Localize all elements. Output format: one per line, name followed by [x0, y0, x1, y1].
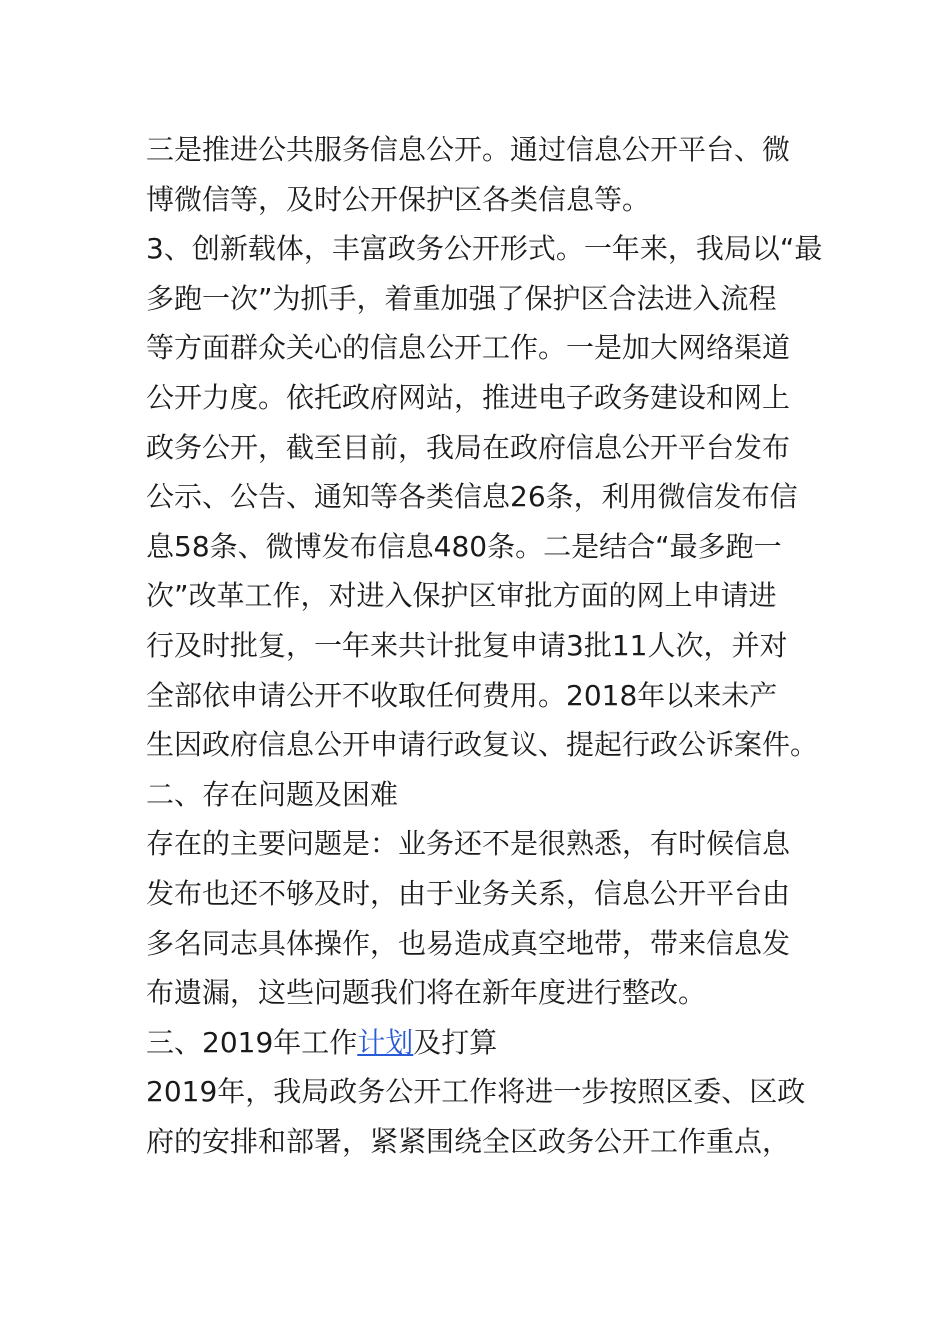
text-line: 次”改革工作，对进入保护区审批方面的网上申请进 — [146, 579, 777, 613]
text-line: 生因政府信息公开申请行政复议、提起行政公诉案件。 — [146, 728, 819, 762]
text-line: 政务公开，截至目前，我局在政府信息公开平台发布 — [146, 430, 791, 464]
text-line: 公示、公告、通知等各类信息26条，利用微信发布信 — [146, 480, 798, 514]
plan-link[interactable]: 计划 — [357, 1025, 414, 1059]
document-body — [146, 125, 823, 1166]
section-heading-plan — [146, 1018, 816, 1068]
section-heading-problems: 二、存在问题及困难 — [146, 777, 399, 811]
text-line: 2019年，我局政务公开工作将进一步按照区委、区政 — [146, 1075, 806, 1109]
text-line: 全部依申请公开不收取任何费用。2018年以来未产 — [146, 678, 778, 712]
text-line: 息58条、微博发布信息480条。二是结合“最多跑一 — [146, 529, 782, 563]
text-line: 公开力度。依托政府网站，推进电子政务建设和网上 — [146, 380, 791, 414]
text-line: 府的安排和部署，紧紧围绕全区政务公开工作重点， — [146, 1124, 791, 1158]
text-line: 布遗漏，这些问题我们将在新年度进行整改。 — [146, 976, 707, 1010]
heading-text-before: 三、2019年工作 — [146, 1025, 358, 1059]
text-line: 3、创新载体，丰富政务公开形式。一年来，我局以“最 — [146, 232, 823, 266]
text-line: 发布也还不够及时，由于业务关系，信息公开平台由 — [146, 876, 791, 910]
text-line: 三是推进公共服务信息公开。通过信息公开平台、微 — [146, 133, 791, 166]
text-line: 多名同志具体操作，也易造成真空地带，带来信息发 — [146, 926, 791, 960]
text-line: 多跑一次”为抓手，着重加强了保护区合法进入流程 — [146, 281, 777, 315]
text-line: 存在的主要问题是：业务还不是很熟悉，有时候信息 — [146, 827, 791, 861]
text-line: 博微信等，及时公开保护区各类信息等。 — [146, 182, 651, 216]
text-line: 等方面群众关心的信息公开工作。一是加大网络渠道 — [146, 331, 791, 365]
text-line: 行及时批复，一年来共计批复申请3批11人次，并对 — [146, 628, 788, 662]
heading-text-after: 及打算 — [413, 1025, 498, 1059]
